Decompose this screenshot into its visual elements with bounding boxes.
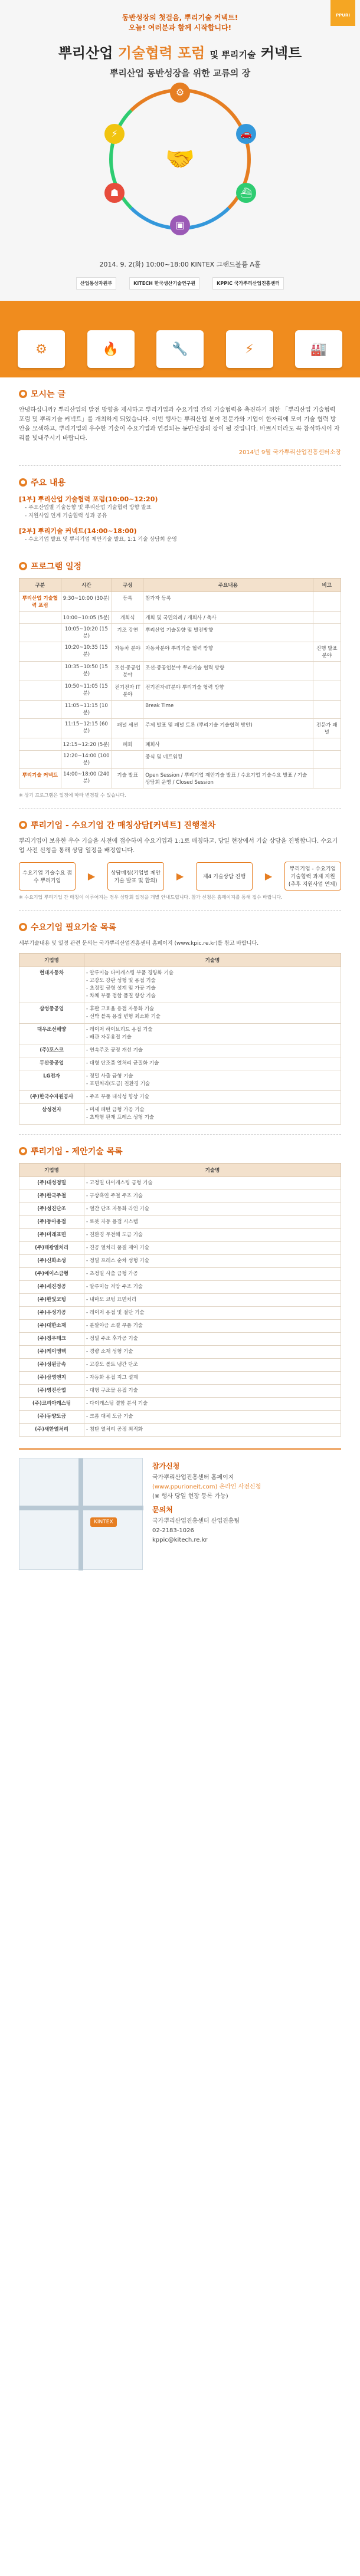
heat-treatment-icon: 🔥 [87, 330, 135, 368]
company-name: (주)신화소성 [19, 1255, 84, 1268]
table-header: 기술명 [84, 954, 341, 967]
program-content: 자동차분야 뿌리기술 협력 방향 [143, 642, 313, 662]
table-row [19, 738, 341, 751]
program-content: 조선·중공업분야 뿌리기술 협력 방향 [143, 662, 313, 681]
content-line: - 지원사업 연계 기술협력 성과 공유 [25, 513, 107, 519]
company-name: (주)한빛코팅 [19, 1294, 84, 1307]
company-name: (주)성원금속 [19, 1359, 84, 1372]
program-content: 폐회사 [143, 738, 313, 751]
connect-description: 뿌리기업이 보유한 우수 기술을 사전에 접수하여 수요기업과 1:1로 매칭하고, 당일 현장에서 기술 상담을 진행합니다. 수요기업 사전 신청을 통해 상담 일정을 배정합니다. [19, 838, 338, 854]
table-row [19, 1359, 341, 1372]
company-name: (주)새한열처리 [19, 1424, 84, 1437]
table-row [19, 701, 341, 719]
program-type: 자동차 분야 [112, 642, 143, 662]
program-time: 9:30~10:00 (30분) [61, 592, 112, 612]
technology-list: - 내마모 코팅 표면처리 [84, 1294, 341, 1307]
company-name: (주)영진산업 [19, 1385, 84, 1398]
table-row [19, 1190, 341, 1203]
table-row [19, 612, 341, 624]
table-header: 구성 [112, 579, 143, 592]
program-note-cell [313, 701, 341, 719]
technology-list: - 초정밀 사출 금형 가공 [84, 1268, 341, 1281]
program-content: 중식 및 네트워킹 [143, 751, 313, 769]
company-name: (주)한국수자원공사 [19, 1091, 84, 1104]
program-note: ※ 상기 프로그램은 일정에 따라 변경될 수 있습니다. [19, 793, 126, 798]
title-end: 커넥트 [260, 45, 302, 61]
section-title: 모시는 글 [31, 390, 66, 399]
arrow-right-icon: ▶ [176, 870, 184, 882]
section-bullet-icon: ● [19, 562, 27, 570]
table-row [19, 769, 341, 788]
technology-list: - 분말야금 소결 부품 기술 [84, 1320, 341, 1333]
company-name: (주)에이스금형 [19, 1268, 84, 1281]
content-line: - 수요기업 발표 및 뿌리기업 제안기술 발표, 1:1 기술 상담회 운영 [25, 537, 177, 543]
section-bullet-icon: ● [19, 821, 27, 829]
content-label: [1부] 뿌리산업 기술협력 포럼(10:00~12:20) [19, 495, 158, 503]
program-table [19, 578, 341, 788]
table-header: 시간 [61, 579, 112, 592]
process-flow [19, 862, 341, 891]
sponsor-logo: KPPIC 국가뿌리산업진흥센터 [212, 277, 284, 290]
table-row [19, 1255, 341, 1268]
program-part: 뿌리기술 커넥트 [19, 769, 61, 788]
program-note-cell: 전문가 패널 [313, 719, 341, 738]
company-name: 삼성전자 [19, 1104, 84, 1125]
sponsor-logo: 산업통상자원부 [76, 277, 116, 290]
technology-list: - 대형 구조물 용접 기술 [84, 1385, 341, 1398]
table-row [19, 1177, 341, 1190]
program-note-cell [313, 751, 341, 769]
program-type: 등록 [112, 592, 143, 612]
proposals-table [19, 1163, 341, 1437]
greeting-body: 안녕하십니까? 뿌리산업의 발전 방향을 제시하고 뿌리기업과 수요기업 간의 기술협력을 촉진하기 위한 「뿌리산업 기술협력 포럼 및 뿌리기술 커넥트」를 개최하게 되었습니다. 이번 행사는 뿌리산업 분야 전문가와 기업이 한자리에 모여 기술 협력 방안을 모색하고, 뿌리기업의 우수한 기술이 수요기업과 연결되는 동반성장의 장이 될 것입니다. 바쁘시더라도 꼭 참석하시어 자리를 빛내주시기 바랍니다. [19, 407, 340, 442]
company-name: (주)성진단조 [19, 1203, 84, 1216]
company-name: 삼성중공업 [19, 1003, 84, 1024]
table-row [19, 1424, 341, 1437]
program-time: 10:50~11:05 (15분) [61, 681, 112, 701]
program-note-cell [313, 624, 341, 642]
program-part [19, 751, 61, 769]
program-type [112, 751, 143, 769]
technology-list: - 경량 소재 성형 기술 [84, 1346, 341, 1359]
program-type: 조선·중공업 분야 [112, 662, 143, 681]
footer-title: 참가신청 [152, 1462, 180, 1470]
program-part [19, 662, 61, 681]
handshake-icon: 🤝 [165, 146, 195, 173]
table-row [19, 1229, 341, 1242]
table-row [19, 624, 341, 642]
program-time: 12:15~12:20 (5분) [61, 738, 112, 751]
company-name: (주)동양도금 [19, 1411, 84, 1424]
technology-list: - 다이캐스팅 결함 분석 기술 [84, 1398, 341, 1411]
needs-table [19, 953, 341, 1125]
proposals-section [0, 1135, 360, 1437]
title-highlight: 기술협력 포럼 [117, 45, 205, 61]
technology-list: - 고정밀 다이캐스팅 금형 기술 [84, 1177, 341, 1190]
greeting-signature: 2014년 9월 국가뿌리산업진흥센터소장 [238, 449, 341, 456]
company-name: (주)대한소재 [19, 1320, 84, 1333]
greeting-section [0, 377, 360, 456]
arrow-right-icon: ▶ [87, 870, 96, 882]
table-row [19, 1385, 341, 1398]
footer-line: 국가뿌리산업진흥센터 산업진흥팀 [152, 1518, 240, 1524]
program-content: 개회 및 국민의례 / 개회사 / 축사 [143, 612, 313, 624]
event-title [0, 44, 360, 64]
car-icon: 🚗 [236, 124, 256, 144]
program-time: 11:15~12:15 (60분) [61, 719, 112, 738]
table-row [19, 1294, 341, 1307]
program-type: 기조 강연 [112, 624, 143, 642]
map-road [78, 1458, 83, 1570]
technology-list: - 대형 단조품 열처리 균질화 기술 [84, 1057, 341, 1070]
company-name: 현대자동차 [19, 967, 84, 1003]
content-line: - 주요산업별 기술동향 및 뿌리산업 기술협력 방향 발표 [25, 505, 152, 511]
technology-list: - 레이저 하이브리드 용접 기술 - 배관 자동용접 기술 [84, 1024, 341, 1044]
arrow-right-icon: ▶ [264, 870, 273, 882]
location-map [19, 1458, 143, 1570]
hero-graphic [97, 88, 263, 230]
title-prefix: 뿌리산업 [58, 45, 113, 61]
section-title: 뿌리기업 - 수요기업 간 매칭상담[커넥트] 진행절차 [31, 821, 216, 830]
table-row [19, 642, 341, 662]
table-header: 기업명 [19, 1164, 84, 1177]
program-note-cell [313, 612, 341, 624]
sponsor-logo: KITECH 한국생산기술연구원 [129, 277, 199, 290]
technology-list: - 자동화 용접 지그 설계 [84, 1372, 341, 1385]
program-time: 10:00~10:05 (5분) [61, 612, 112, 624]
technology-list: - 후판 고효율 용접 자동화 기술 - 선박 블록 용접 변형 최소화 기술 [84, 1003, 341, 1024]
company-name: (주)케이엠텍 [19, 1346, 84, 1359]
event-info: 2014. 9. 2(화) 10:00~18:00 KINTEX 그랜드볼룸 A홀 [99, 261, 261, 268]
program-content: 뿌리산업 기술동향 및 발전방향 [143, 624, 313, 642]
company-name: 두산중공업 [19, 1057, 84, 1070]
program-part [19, 642, 61, 662]
company-name: (주)삼영엔지 [19, 1372, 84, 1385]
ship-icon: ⛴ [236, 183, 256, 203]
contact-email[interactable]: kppic@kitech.re.kr [152, 1537, 208, 1543]
technology-list: - 고강도 볼트 냉간 단조 [84, 1359, 341, 1372]
program-type: 기술 발표 [112, 769, 143, 788]
table-row [19, 1216, 341, 1229]
logo-badge [330, 0, 355, 26]
needs-description: 세부기술내용 및 일정 관련 문의는 국가뿌리산업진흥센터 홈페이지 (www.kpic.re.kr)를 참고 바랍니다. [19, 941, 259, 947]
technology-list: - 정밀 사출 금형 기술 - 표면처리(도금) 친환경 기술 [84, 1070, 341, 1091]
welding-icon: 🔧 [156, 330, 204, 368]
company-name: (주)태광열처리 [19, 1242, 84, 1255]
company-name: (주)포스코 [19, 1044, 84, 1057]
table-row [19, 1320, 341, 1333]
footer [19, 1448, 341, 1570]
program-note-cell [313, 738, 341, 751]
company-name: (주)세진정공 [19, 1281, 84, 1294]
table-row [19, 1346, 341, 1359]
logo-text: PPURI [336, 13, 350, 18]
tagline-line-1: 동반성장의 첫걸음, 뿌리기술 커넥트! [122, 14, 238, 22]
technology-list: - 정밀 프레스 순차 성형 기술 [84, 1255, 341, 1268]
table-row [19, 751, 341, 769]
section-bullet-icon: ● [19, 478, 27, 487]
program-part [19, 738, 61, 751]
table-row [19, 1281, 341, 1294]
content-label: [2부] 뿌리기술 커넥트(14:00~18:00) [19, 527, 137, 535]
hero-banner [0, 0, 360, 377]
tagline-line-2: 오늘! 여러분과 함께 시작합니다! [128, 24, 232, 32]
program-note-cell [313, 769, 341, 788]
program-type: 개회식 [112, 612, 143, 624]
table-row [19, 1203, 341, 1216]
program-note-cell [313, 592, 341, 612]
technology-list: - 정밀 주조 후가공 기술 [84, 1333, 341, 1346]
program-type: 폐회 [112, 738, 143, 751]
program-type: 패널 세션 [112, 719, 143, 738]
table-row [19, 1242, 341, 1255]
gear-icon: ⚙ [170, 83, 190, 103]
technology-list: - 알루미늄 저압 주조 기술 [84, 1281, 341, 1294]
program-part [19, 701, 61, 719]
table-row [19, 1057, 341, 1070]
company-name: (주)정우테크 [19, 1333, 84, 1346]
company-name: 대우조선해양 [19, 1024, 84, 1044]
icon-card-row [18, 330, 342, 368]
company-name: LG전자 [19, 1070, 84, 1091]
table-row [19, 967, 341, 1003]
registration-link[interactable]: (www.ppurioneit.com) 온라인 사전신청 [152, 1484, 261, 1490]
section-bullet-icon: ● [19, 390, 27, 398]
forming-icon: 🏭 [295, 330, 342, 368]
company-name: (주)코리아캐스팅 [19, 1398, 84, 1411]
program-type [112, 701, 143, 719]
table-row [19, 1091, 341, 1104]
program-note-cell [313, 662, 341, 681]
section-title: 프로그램 일정 [31, 562, 82, 571]
tagline [0, 0, 360, 33]
process-step: 상담매칭(기업별 제안기술 발표 및 합의) [107, 862, 164, 891]
table-row [19, 1398, 341, 1411]
table-row [19, 1307, 341, 1320]
technology-list: - 미세 패턴 금형 가공 기술 - 초박형 판재 프레스 성형 기술 [84, 1104, 341, 1125]
contact-phone: 02-2183-1026 [152, 1527, 194, 1534]
table-row [19, 1268, 341, 1281]
company-name: (주)미래표면 [19, 1229, 84, 1242]
process-step: 수요기업 기술수요 접수 뿌리기업 [19, 862, 76, 891]
program-note-cell: 진행 발표 분야 [313, 642, 341, 662]
table-header: 기술명 [84, 1164, 341, 1177]
program-time: 10:20~10:35 (15분) [61, 642, 112, 662]
section-bullet-icon: ● [19, 923, 27, 931]
program-part [19, 681, 61, 701]
table-row [19, 1070, 341, 1091]
robot-icon: ☗ [104, 183, 125, 203]
program-content: 주제 발표 및 패널 토론 (뿌리기술 기술협력 방안) [143, 719, 313, 738]
company-name: (주)동아용접 [19, 1216, 84, 1229]
footer-title: 문의처 [152, 1506, 173, 1514]
section-title: 뿌리기업 - 제안기술 목록 [31, 1147, 123, 1156]
table-row [19, 719, 341, 738]
technology-list: - 열간 단조 자동화 라인 기술 [84, 1203, 341, 1216]
chip-icon: ▣ [170, 215, 190, 235]
process-step: 뿌리기업 - 수요기업 기술협력 과제 지원 (추후 지원사업 연계) [284, 862, 341, 891]
program-time: 11:05~11:15 (10분) [61, 701, 112, 719]
program-part [19, 612, 61, 624]
company-name: (주)한국주철 [19, 1190, 84, 1203]
table-header: 주요내용 [143, 579, 313, 592]
table-row [19, 1024, 341, 1044]
technology-list: - 알루미늄 다이캐스팅 부품 경량화 기술 - 고강도 강판 성형 및 용접 기술 - 초정밀 금형 설계 및 가공 기술 - 차체 부품 접합 품질 향상 기술 [84, 967, 341, 1003]
process-step: 제4 기술상담 진행 [196, 862, 253, 891]
surface-treatment-icon: ⚡ [226, 330, 273, 368]
program-time: 10:05~10:20 (15분) [61, 624, 112, 642]
technology-list: - 주조 부품 내식성 향상 기술 [84, 1091, 341, 1104]
technology-list: - 연속주조 공정 개선 기술 [84, 1044, 341, 1057]
technology-list: - 친환경 무전해 도금 기술 [84, 1229, 341, 1242]
contents-section [0, 466, 360, 544]
technology-list: - 크롬 대체 도금 기술 [84, 1411, 341, 1424]
program-section [0, 550, 360, 799]
program-part [19, 719, 61, 738]
table-row [19, 1044, 341, 1057]
needs-section [0, 911, 360, 1125]
footer-info [152, 1458, 261, 1570]
map-pin-label: KINTEX [90, 1517, 117, 1527]
content-item [19, 494, 341, 520]
program-note-cell [313, 681, 341, 701]
program-time: 10:35~10:50 (15분) [61, 662, 112, 681]
section-title: 주요 내용 [31, 478, 66, 488]
program-content: Open Session / 뿌리기업 제안기술 발표 / 수요기업 기술수요 발표 / 기술상담회 운영 / Closed Session [143, 769, 313, 788]
bolt-icon: ⚡ [104, 124, 125, 144]
technology-list: - 구상흑연 주철 주조 기술 [84, 1190, 341, 1203]
company-name: (주)우성기공 [19, 1307, 84, 1320]
program-time: 12:20~14:00 (100분) [61, 751, 112, 769]
event-subtitle: 뿌리산업 동반성장을 위한 교류의 장 [109, 68, 251, 78]
program-content: Break Time [143, 701, 313, 719]
program-content: 참가자 등록 [143, 592, 313, 612]
section-bullet-icon: ● [19, 1147, 27, 1155]
table-row [19, 662, 341, 681]
table-row [19, 1104, 341, 1125]
technology-list: - 레이저 용접 및 절단 기술 [84, 1307, 341, 1320]
technology-list: - 로봇 자동 용접 시스템 [84, 1216, 341, 1229]
sponsor-list [0, 277, 360, 290]
footer-line: (※ 행사 당일 현장 등록 가능) [152, 1493, 228, 1500]
table-row [19, 681, 341, 701]
program-time: 14:00~18:00 (240분) [61, 769, 112, 788]
program-part [19, 624, 61, 642]
connect-section [0, 809, 360, 901]
program-content: 전기전자·IT분야 뿌리기술 협력 방향 [143, 681, 313, 701]
table-row [19, 1411, 341, 1424]
program-part: 뿌리산업 기술협력 포럼 [19, 592, 61, 612]
company-name: (주)대성정밀 [19, 1177, 84, 1190]
technology-list: - 침탄 열처리 공정 최적화 [84, 1424, 341, 1437]
content-item [19, 526, 341, 544]
table-row [19, 1003, 341, 1024]
table-row [19, 592, 341, 612]
table-header: 구분 [19, 579, 61, 592]
table-header: 기업명 [19, 954, 84, 967]
table-row [19, 1333, 341, 1346]
title-mid: 및 뿌리기술 [210, 50, 256, 60]
table-header: 비고 [313, 579, 341, 592]
table-row [19, 1372, 341, 1385]
program-type: 전기전자 IT 분야 [112, 681, 143, 701]
footer-line: 국가뿌리산업진흥센터 홈페이지 [152, 1474, 234, 1481]
connect-footnote: ※ 수요기업 뿌리기업 간 매칭이 이루어지는 경우 상담회 일정을 개별 안내드립니다. 참가 신청은 홈페이지를 통해 접수 바랍니다. [19, 895, 283, 900]
section-title: 수요기업 필요기술 목록 [31, 923, 116, 932]
casting-icon: ⚙ [18, 330, 65, 368]
technology-list: - 진공 열처리 품질 제어 기술 [84, 1242, 341, 1255]
